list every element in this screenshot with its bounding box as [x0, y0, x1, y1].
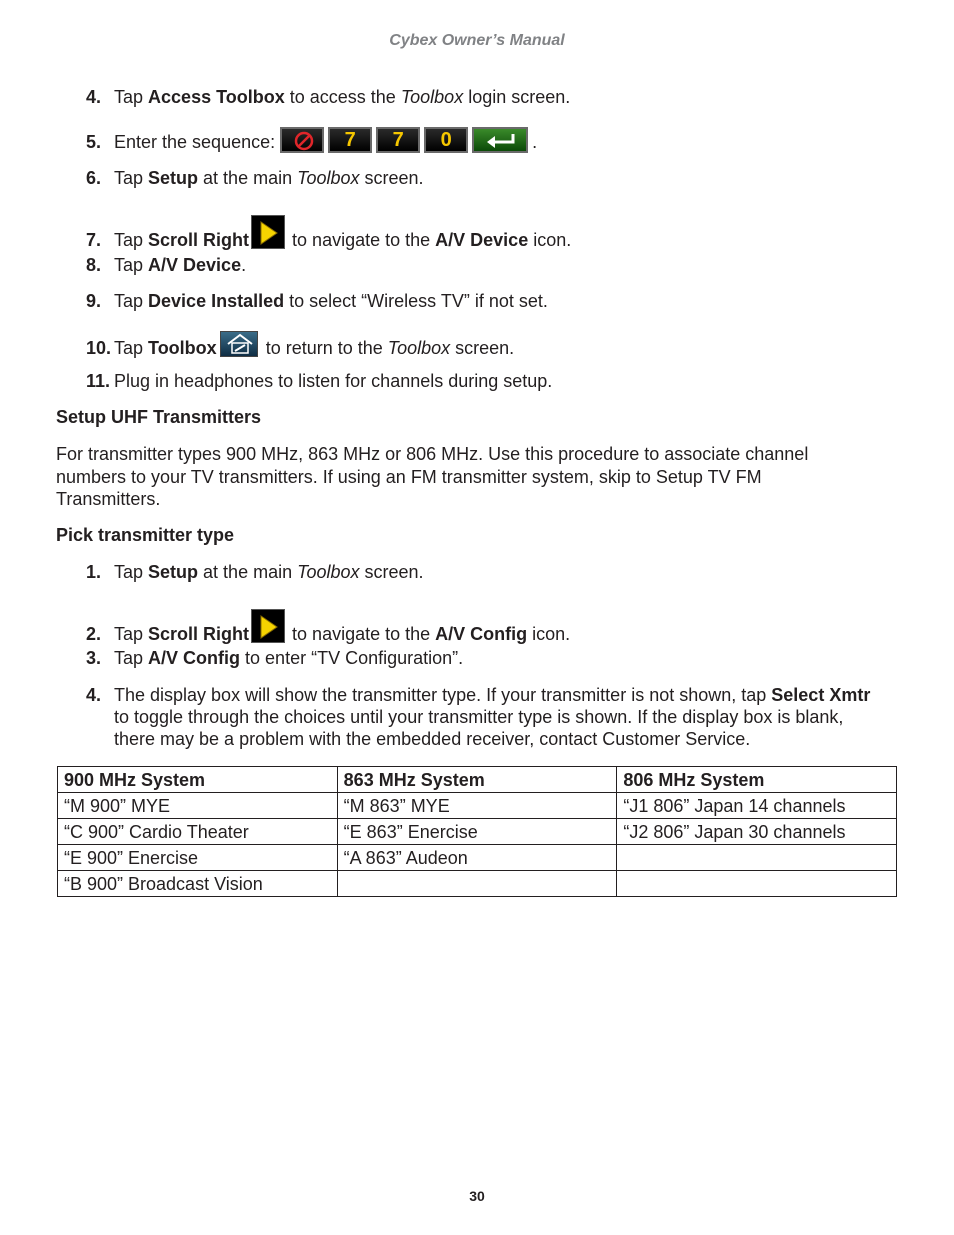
step-text: Tap	[114, 230, 149, 250]
table-cell: “C 900” Cardio Theater	[58, 819, 338, 845]
step-tap-setup	[86, 561, 424, 583]
step-text: Tap	[114, 648, 149, 668]
table-row	[58, 845, 897, 871]
step-text: Tap	[114, 87, 149, 107]
step-number: 7.	[86, 230, 102, 250]
step-text: to navigate to the	[287, 624, 436, 644]
step-text: .	[241, 255, 247, 275]
step-text: to access the	[284, 87, 401, 107]
step-number: 4.	[86, 685, 102, 705]
step-plug-headphones	[86, 370, 552, 392]
step-bold: Scroll Right	[148, 230, 250, 250]
table-header-row	[58, 767, 897, 793]
step-bold: A/V Device	[435, 230, 529, 250]
scroll-right-icon	[251, 609, 285, 643]
step-text: Tap	[114, 168, 149, 188]
table-cell: “M 863” MYE	[337, 793, 617, 819]
step-number: 3.	[86, 648, 102, 668]
section-paragraph: For transmitter types 900 MHz, 863 MHz or 806 MHz. Use this procedure to associate channel numbers to your TV transmitters. If using an FM transmitter system, skip to Setup TV FM Transmitters.	[56, 444, 809, 509]
step-scroll-right	[86, 217, 571, 251]
step-text: to enter “TV Configuration”.	[240, 648, 464, 668]
step-number: 9.	[86, 291, 102, 311]
step-bold: A/V Config	[148, 648, 241, 668]
step-bold: Select Xmtr	[771, 685, 871, 705]
step-bold: A/V Config	[435, 624, 528, 644]
step-text: Plug in headphones to listen for channels during setup.	[114, 371, 553, 391]
step-text: at the main	[198, 562, 298, 582]
step-text: to toggle through the choices until your transmitter type is shown. If the display box is blank, there may be a problem with the embedded receiver, contact Customer Service.	[114, 707, 844, 749]
step-number: 6.	[86, 168, 102, 188]
table-cell: “A 863” Audeon	[337, 845, 617, 871]
step-bold: A/V Device	[148, 255, 242, 275]
step-bold: Setup	[148, 168, 199, 188]
step-text: screen.	[450, 338, 515, 358]
table-row	[58, 871, 897, 897]
transmitter-table	[57, 766, 897, 897]
step-italic: Toolbox	[297, 562, 360, 582]
step-device-installed	[86, 290, 548, 312]
table-row	[58, 793, 897, 819]
table-cell	[617, 871, 897, 897]
step-italic: Toolbox	[297, 168, 360, 188]
step-tap-setup	[86, 167, 424, 189]
scroll-right-icon	[251, 215, 285, 249]
step-select-xmtr	[86, 684, 876, 750]
step-text: screen.	[359, 168, 424, 188]
step-bold: Setup	[148, 562, 199, 582]
step-number: 11.	[86, 371, 111, 391]
step-bold: Device Installed	[148, 291, 285, 311]
step-number: 10.	[86, 338, 112, 358]
step-text: Enter the sequence:	[114, 131, 281, 152]
step-enter-sequence	[86, 130, 537, 156]
step-tap-toolbox	[86, 333, 514, 359]
table-cell: “J1 806” Japan 14 channels	[617, 793, 897, 819]
step-text: Tap	[114, 338, 149, 358]
step-number: 5.	[86, 131, 102, 152]
table-cell	[617, 845, 897, 871]
step-text: at the main	[198, 168, 298, 188]
key-sequence	[280, 130, 532, 156]
table-header-cell: 900 MHz System	[58, 767, 338, 793]
step-text: Tap	[114, 291, 149, 311]
table-header-cell: 863 MHz System	[337, 767, 617, 793]
digit-key-icon: 7	[328, 127, 372, 153]
step-access-toolbox	[86, 86, 570, 108]
step-text: to select “Wireless TV” if not set.	[284, 291, 548, 311]
page-number: 30	[469, 1188, 485, 1204]
table-cell: “B 900” Broadcast Vision	[58, 871, 338, 897]
step-tap-av-device	[86, 254, 246, 276]
section-heading-setup-uhf: Setup UHF Transmitters	[56, 407, 262, 427]
running-header: Cybex Owner’s Manual	[389, 32, 565, 49]
table-header-cell: 806 MHz System	[617, 767, 897, 793]
step-text: to navigate to the	[287, 230, 436, 250]
table-cell: “E 863” Enercise	[337, 819, 617, 845]
step-bold: Toolbox	[148, 338, 217, 358]
step-text: Tap	[114, 624, 149, 644]
step-text: login screen.	[463, 87, 571, 107]
step-scroll-right	[86, 611, 570, 645]
step-number: 2.	[86, 624, 102, 644]
step-text: icon.	[528, 230, 572, 250]
step-number: 4.	[86, 87, 102, 107]
step-text: .	[532, 131, 538, 152]
step-text: The display box will show the transmitter type. If your transmitter is not shown, tap	[114, 685, 772, 705]
step-text: screen.	[359, 562, 424, 582]
digit-key-icon: 0	[424, 127, 468, 153]
table-cell: “E 900” Enercise	[58, 845, 338, 871]
step-text: to return to the	[260, 338, 388, 358]
clear-key-icon	[280, 127, 324, 153]
table-cell	[337, 871, 617, 897]
step-italic: Toolbox	[387, 338, 451, 358]
enter-key-icon	[472, 127, 528, 153]
step-bold: Scroll Right	[148, 624, 250, 644]
digit-key-icon: 7	[376, 127, 420, 153]
table-cell: “J2 806” Japan 30 channels	[617, 819, 897, 845]
step-tap-av-config	[86, 647, 463, 669]
step-italic: Toolbox	[400, 87, 464, 107]
step-text: icon.	[527, 624, 571, 644]
section-heading-pick-type: Pick transmitter type	[56, 525, 235, 545]
toolbox-icon	[220, 331, 258, 357]
step-number: 1.	[86, 562, 102, 582]
step-bold: Access Toolbox	[148, 87, 285, 107]
table-cell: “M 900” MYE	[58, 793, 338, 819]
step-number: 8.	[86, 255, 102, 275]
table-row	[58, 819, 897, 845]
step-text: Tap	[114, 562, 149, 582]
step-text: Tap	[114, 255, 149, 275]
